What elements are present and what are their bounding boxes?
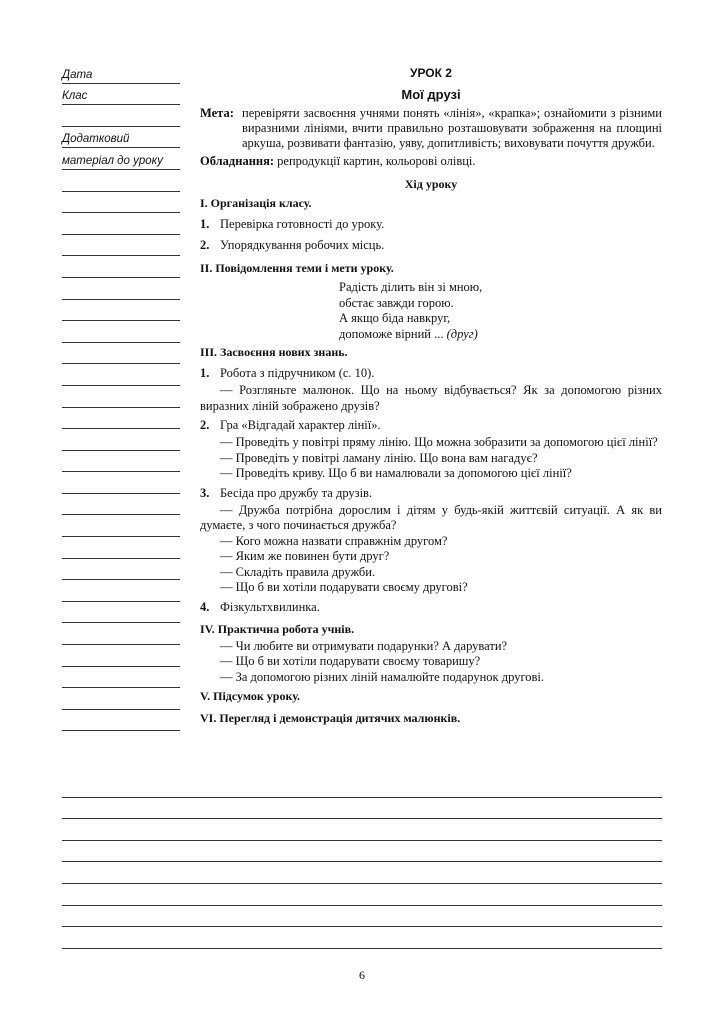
- extra-material-line-2: [62, 148, 180, 170]
- item-text: Перевірка готовності до уроку.: [220, 217, 385, 232]
- margin-line: [62, 537, 180, 559]
- list-item: [200, 486, 662, 503]
- goal-label: Мета:: [200, 106, 234, 120]
- list-item: [200, 600, 662, 617]
- writing-line: [62, 927, 662, 949]
- riddle-poem: [339, 280, 662, 342]
- item-number: 2.: [200, 238, 210, 253]
- date-label: Дата: [62, 68, 93, 81]
- poem-line: А якщо біда навкруг,: [339, 311, 451, 326]
- item-number: 1.: [200, 217, 210, 232]
- question-paragraph: — Дружба потрібна дорослим і дітям у будь-якій життєвій ситуації. А як ви думаєте, з чого починається дружба?: [200, 502, 662, 533]
- poem-line: Радість ділить він зі мною,: [339, 280, 483, 295]
- writing-line: [62, 906, 662, 928]
- section-heading: II. Повідомлення теми і мети уроку.: [200, 261, 394, 276]
- question-paragraph: — Розгляньте малюнок. Що на ньому відбувається? Як за допомогою різних виразних ліній зображено друзів?: [200, 383, 662, 413]
- margin-line: [62, 170, 180, 192]
- question-paragraph: — За допомогою різних ліній намалюйте подарунок другові.: [220, 669, 545, 684]
- section-heading: I. Організація класу.: [200, 196, 312, 211]
- margin-line: [62, 343, 180, 365]
- lesson-content: [200, 64, 662, 728]
- question-paragraph: — Що б ви хотіли подарувати своєму товаришу?: [220, 654, 481, 669]
- margin-line: [62, 235, 180, 257]
- item-text: Робота з підручником (с. 10).: [220, 366, 375, 381]
- writing-line: [62, 862, 662, 884]
- margin-line: [62, 623, 180, 645]
- list-item: [200, 418, 662, 435]
- margin-line: [62, 300, 180, 322]
- section-heading: III. Засвоєння нових знань.: [200, 345, 348, 360]
- writing-line: [62, 841, 662, 863]
- margin-line: [62, 429, 180, 451]
- extra-material-line-1: [62, 127, 180, 149]
- equipment-text: репродукції картин, кольорові олівці.: [274, 153, 476, 168]
- margin-line: [62, 105, 180, 127]
- margin-line: [62, 559, 180, 581]
- writing-line: [62, 819, 662, 841]
- question-paragraph: — Проведіть у повітрі ламану лінію. Що вона вам нагадує?: [220, 450, 538, 465]
- date-line: [62, 62, 180, 84]
- goal-text: перевіряти засвоєння учнями понять «лінія», «крапка»; ознайомити з різними виразними лініями, вчити правильно розташовувати зображення на площині аркуша, розвивати фантазію, уяву, допитливість; виховувати почуття дружби.: [242, 106, 662, 151]
- margin-line: [62, 710, 180, 732]
- item-number: 2.: [200, 418, 210, 433]
- poem-line-last: [339, 327, 662, 343]
- margin-line: [62, 602, 180, 624]
- item-text: Упорядкування робочих місць.: [220, 238, 385, 253]
- margin-line: [62, 688, 180, 710]
- question-paragraph: — Чи любите ви отримувати подарунки? А дарувати?: [220, 638, 508, 653]
- item-text: Гра «Відгадай характер лінії».: [220, 418, 381, 433]
- class-line: [62, 84, 180, 106]
- equipment-label: Обладнання:: [200, 153, 275, 168]
- margin-line: [62, 278, 180, 300]
- lesson-title: Мої друзі: [401, 87, 461, 102]
- list-item: [200, 217, 662, 234]
- margin-line: [62, 580, 180, 602]
- item-number: 3.: [200, 485, 210, 500]
- margin-line: [62, 451, 180, 473]
- margin-line: [62, 213, 180, 235]
- margin-line: [62, 321, 180, 343]
- section-heading: IV. Практична робота учнів.: [200, 621, 355, 636]
- question-paragraph: — Складіть правила дружби.: [220, 564, 376, 579]
- margin-line: [62, 494, 180, 516]
- writing-line: [62, 776, 662, 798]
- item-text: Фізкультхвилинка.: [220, 599, 320, 614]
- margin-notes-column: [62, 62, 180, 731]
- margin-line: [62, 667, 180, 689]
- margin-line: [62, 408, 180, 430]
- lesson-number: УРОК 2: [410, 66, 452, 80]
- margin-line: [62, 645, 180, 667]
- margin-line: [62, 472, 180, 494]
- poem-line: допоможе вірний ...: [339, 326, 444, 341]
- lesson-goal: [200, 106, 662, 152]
- writing-line: [62, 798, 662, 820]
- question-paragraph: — Кого можна назвати справжнім другом?: [220, 533, 448, 548]
- list-item: [200, 238, 662, 255]
- margin-line: [62, 364, 180, 386]
- margin-line: [62, 386, 180, 408]
- poem-line: обстає завжди горою.: [339, 295, 454, 310]
- question-paragraph: — Проведіть у повітрі пряму лінію. Що можна зобразити за допомогою цієї лінії?: [220, 435, 658, 450]
- margin-line: [62, 515, 180, 537]
- notes-lines: [62, 776, 662, 949]
- section-heading: V. Підсумок уроку.: [200, 689, 301, 704]
- section-heading: VI. Перегляд і демонстрація дитячих малюнків.: [200, 711, 461, 726]
- margin-line: [62, 256, 180, 278]
- extra-material-label-1: Додатковий: [62, 133, 130, 146]
- item-number: 1.: [200, 366, 210, 381]
- poem-answer: (друг): [446, 326, 478, 341]
- writing-line: [62, 884, 662, 906]
- page-number: 6: [359, 968, 365, 982]
- class-label: Клас: [62, 90, 88, 103]
- extra-material-label-2: матеріал до уроку: [62, 154, 163, 167]
- item-text: Бесіда про дружбу та друзів.: [220, 485, 373, 500]
- question-paragraph: — Проведіть криву. Що б ви намалювали за допомогою цієї лінії?: [220, 466, 572, 481]
- question-paragraph: — Що б ви хотіли подарувати своєму другові?: [220, 580, 468, 595]
- margin-line: [62, 192, 180, 214]
- course-title: Хід уроку: [404, 177, 458, 192]
- item-number: 4.: [200, 599, 210, 614]
- question-paragraph: — Яким же повинен бути друг?: [220, 549, 390, 564]
- lesson-equipment: [200, 154, 662, 170]
- list-item: [200, 366, 662, 383]
